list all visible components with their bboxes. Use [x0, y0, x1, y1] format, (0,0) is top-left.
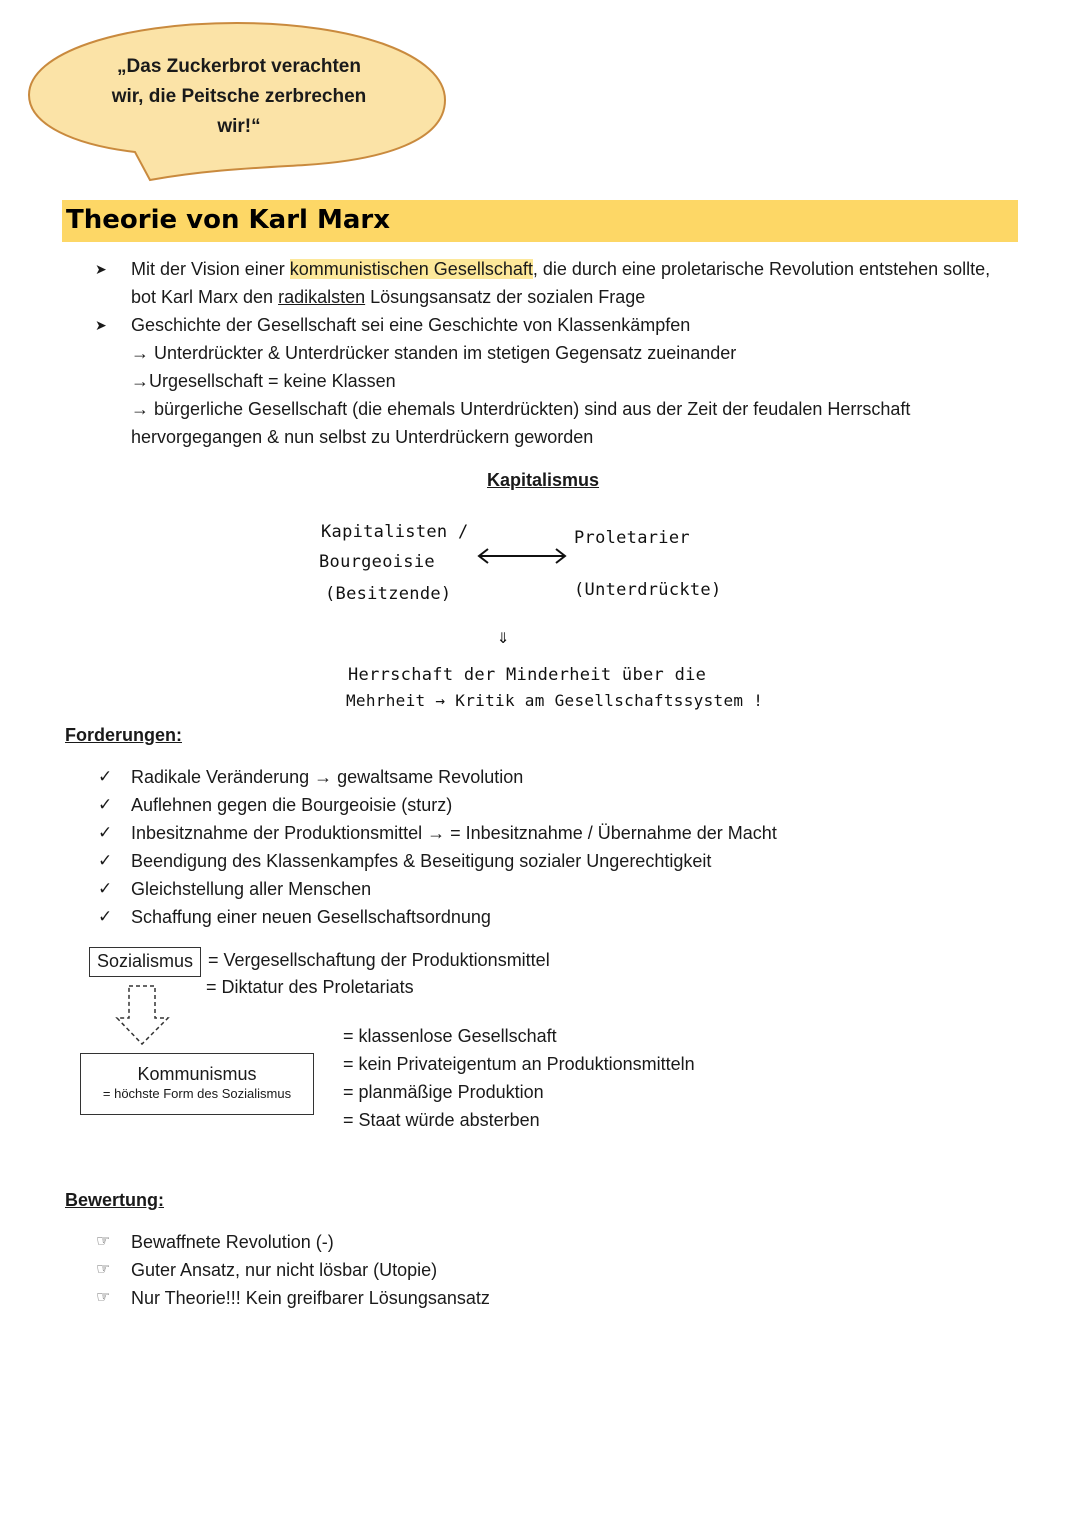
- sozialismus-box: Sozialismus: [89, 947, 201, 977]
- result-text: Mehrheit: [346, 691, 426, 710]
- diagram-right-line-1: Proletarier: [574, 528, 690, 548]
- forderung-item: Beendigung des Klassenkampfes & Beseitigung sozialer Ungerechtigkeit: [131, 851, 712, 871]
- exclamation-mark: !: [753, 691, 764, 710]
- diagram-right-line-2: (Unterdrückte): [574, 580, 722, 600]
- diagram-result-line-2: [346, 691, 763, 710]
- double-arrow-icon: [476, 546, 568, 566]
- bubble-line-2: wir, die Peitsche zerbrechen: [111, 86, 367, 107]
- diagram-left-line-3: (Besitzende): [325, 584, 452, 604]
- forderung-item: Gleichstellung aller Menschen: [131, 879, 372, 899]
- check-icon: ✓: [98, 767, 113, 786]
- check-icon: ✓: [98, 795, 113, 814]
- kommunismus-def: = planmäßige Produktion: [343, 1082, 544, 1102]
- forderungen-heading: Forderungen:: [65, 725, 182, 745]
- pointing-hand-icon: ☞: [96, 1233, 111, 1250]
- arrow-bullet-icon: ➤: [95, 261, 107, 277]
- diagram-result-line-1: Herrschaft der Minderheit über die: [348, 665, 707, 685]
- forderung-item: Auflehnen gegen die Bourgeoisie (sturz): [131, 795, 453, 815]
- kommunismus-sub: = höchste Form des Sozialismus: [102, 1086, 292, 1101]
- intro-sub-3b: hervorgegangen & nun selbst zu Unterdrückern geworden: [131, 427, 594, 447]
- intro-sub-1: → Unterdrückter & Unterdrücker standen im stetigen Gegensatz zueinander: [131, 343, 737, 363]
- bubble-line-3: wir!“: [217, 116, 261, 137]
- bewertung-item: Nur Theorie!!! Kein greifbarer Lösungsansatz: [131, 1288, 490, 1308]
- kommunismus-box: [80, 1053, 314, 1115]
- intro-text: Mit der Vision einer: [131, 259, 290, 279]
- check-icon: ✓: [98, 907, 113, 926]
- intro-text: , die durch eine proletarische Revolution entstehen sollte,: [532, 259, 991, 279]
- bewertung-item: Bewaffnete Revolution (-): [131, 1232, 334, 1252]
- right-arrow-icon: →: [435, 691, 446, 710]
- intro-sub-3a: → bürgerliche Gesellschaft (die ehemals Unterdrückten) sind aus der Zeit der feudalen Herrschaft: [131, 399, 911, 419]
- diagram-left-line-2: Bourgeoisie: [319, 552, 435, 572]
- pointing-hand-icon: ☞: [96, 1261, 111, 1278]
- down-double-arrow-icon: ⇓: [497, 624, 510, 648]
- kommunismus-def: = Staat würde absterben: [343, 1110, 540, 1130]
- bewertung-item: Guter Ansatz, nur nicht lösbar (Utopie): [131, 1260, 438, 1280]
- intro-text: Lösungsansatz der sozialen Frage: [365, 287, 646, 307]
- intro-sub-2: →Urgesellschaft = keine Klassen: [131, 371, 396, 391]
- intro-bullet-2: Geschichte der Gesellschaft sei eine Geschichte von Klassenkämpfen: [131, 315, 691, 335]
- arrow-bullet-icon: ➤: [95, 317, 107, 333]
- intro-text: bot Karl Marx den: [131, 287, 279, 307]
- bewertung-heading: Bewertung:: [65, 1190, 164, 1210]
- forderung-item: Radikale Veränderung → gewaltsame Revolution: [131, 767, 524, 787]
- diagram-left-line-1: Kapitalisten /: [321, 522, 469, 542]
- underlined-term: radikalsten: [278, 287, 366, 307]
- page-title: Theorie von Karl Marx: [66, 205, 391, 235]
- intro-bullet-1-line-1: [131, 255, 990, 283]
- intro-bullet-1-line-2: [131, 283, 645, 311]
- forderung-item: Schaffung einer neuen Gesellschaftsordnung: [131, 907, 491, 927]
- bubble-quote: [80, 52, 398, 142]
- sozialismus-def-1: = Vergesellschaftung der Produktionsmittel: [208, 950, 550, 970]
- sozialismus-def-2: = Diktatur des Proletariats: [206, 977, 414, 997]
- check-icon: ✓: [98, 823, 113, 842]
- pointing-hand-icon: ☞: [96, 1289, 111, 1306]
- result-text: Kritik am Gesellschaftssystem: [455, 691, 744, 710]
- kommunismus-def: = kein Privateigentum an Produktionsmitteln: [343, 1054, 695, 1074]
- kommunismus-label: Kommunismus: [137, 1064, 257, 1084]
- check-icon: ✓: [98, 879, 113, 898]
- forderung-item: Inbesitznahme der Produktionsmittel → = Inbesitznahme / Übernahme der Macht: [131, 823, 777, 843]
- diagram-heading: Kapitalismus: [487, 470, 600, 490]
- check-icon: ✓: [98, 851, 113, 870]
- kommunismus-def: = klassenlose Gesellschaft: [343, 1026, 557, 1046]
- bubble-line-1: „Das Zuckerbrot verachten: [117, 56, 361, 77]
- dashed-down-arrow-icon: [114, 982, 172, 1048]
- highlighted-term: kommunistischen Gesellschaft: [289, 259, 533, 279]
